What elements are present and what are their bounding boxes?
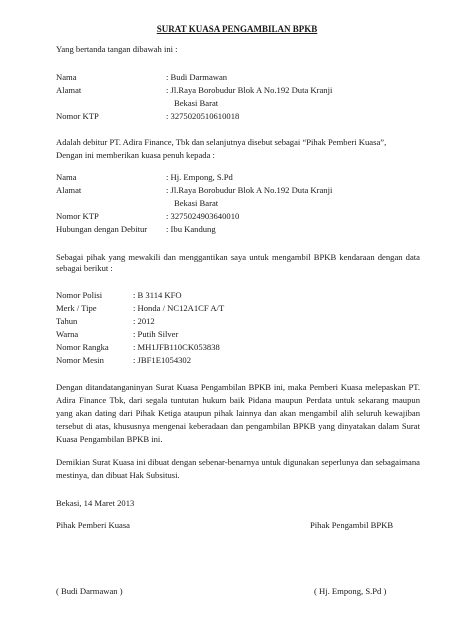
vehicle-engine-label: Nomor Mesin [56,355,104,365]
document-title: SURAT KUASA PENGAMBILAN BPKB [156,24,318,34]
party1-address-line2: Bekasi Barat [174,98,219,108]
vehicle-color-label: Warna [56,329,79,339]
signer-right-name: ( Hj. Empong, S.Pd ) [314,586,387,596]
para4: Demikian Surat Kuasa ini dibuat dengan sebenar-benarnya untuk digunakan seperlunya dan sebagaimana mestinya, dan dibuat Hak Subsitusi. [56,457,420,480]
party2-ktp-label: Nomor KTP [56,211,99,221]
party1-name-value: : Budi Darmawan [166,72,228,82]
party2-address-label: Alamat [56,185,82,195]
party1-name-label: Nama [56,72,77,82]
party1-address-label: Alamat [56,85,82,95]
intro-text: Yang bertanda tangan dibawah ini : [56,44,178,54]
party1-ktp-label: Nomor KTP [56,111,99,121]
party2-relation-label: Hubungan dengan Debitur [56,224,148,234]
vehicle-engine-value: : JBF1E1054302 [133,355,192,365]
party1-ktp-value: : 3275020510610018 [166,111,240,121]
party2-name-value: : Hj. Empong, S.Pd [166,172,233,182]
vehicle-plate-label: Nomor Polisi [56,290,103,300]
para3: Dengan ditandatanganinyan Surat Kuasa Pengambilan BPKB ini, maka Pemberi Kuasa melepaskan PT. Adira Finance Tbk, dari segala tuntutan hukum baik Pidana maupun Perdata untuk sekarang maupun yang akan dating dari Pihak Ketiga ataupun pihak lainnya dan akan mengambil alih seluruh kewajiban tersebut di atas, khususnya mengenai keberadaan dan pengambilan BPKB yang dinyatakan dalam Surat Kuasa Pengambilan BPKB ini. [56,382,420,444]
party2-name-label: Nama [56,172,77,182]
party1-address-value: : Jl.Raya Borobudur Blok A No.192 Duta Kranji [166,85,333,95]
vehicle-brand-value: : Honda / NC12A1CF A/T [133,303,225,313]
para1-line1: Adalah debitur PT. Adira Finance, Tbk dan selanjutnya disebut sebagai “Pihak Pemberi Kuasa”, [56,137,387,147]
signer-left-role: Pihak Pemberi Kuasa [56,520,130,530]
vehicle-brand-label: Merk / Tipe [56,303,97,313]
para1-line2: Dengan ini memberikan kuasa penuh kepada : [56,150,215,160]
party2-relation-value: : Ibu Kandung [166,224,216,234]
vehicle-color-value: : Putih Silver [133,329,179,339]
signer-left-name: ( Budi Darmawan ) [56,586,123,596]
party2-address-line2: Bekasi Barat [174,198,219,208]
vehicle-frame-label: Nomor Rangka [56,342,109,352]
vehicle-year-value: : 2012 [133,316,155,326]
vehicle-year-label: Tahun [56,316,78,326]
vehicle-frame-value: : MH1JFB110CK053838 [133,342,220,352]
party2-ktp-value: : 3275024903640010 [166,211,240,221]
party2-address-value: : Jl.Raya Borobudur Blok A No.192 Duta Kranji [166,185,333,195]
vehicle-plate-value: : B 3114 KFO [133,290,182,300]
signer-right-role: Pihak Pengambil BPKB [310,520,394,530]
place-date: Bekasi, 14 Maret 2013 [56,498,135,508]
para2: Sebagai pihak yang mewakili dan menggantikan saya untuk mengambil BPKB kendaraan dengan data sebagai berikut : [56,252,420,273]
